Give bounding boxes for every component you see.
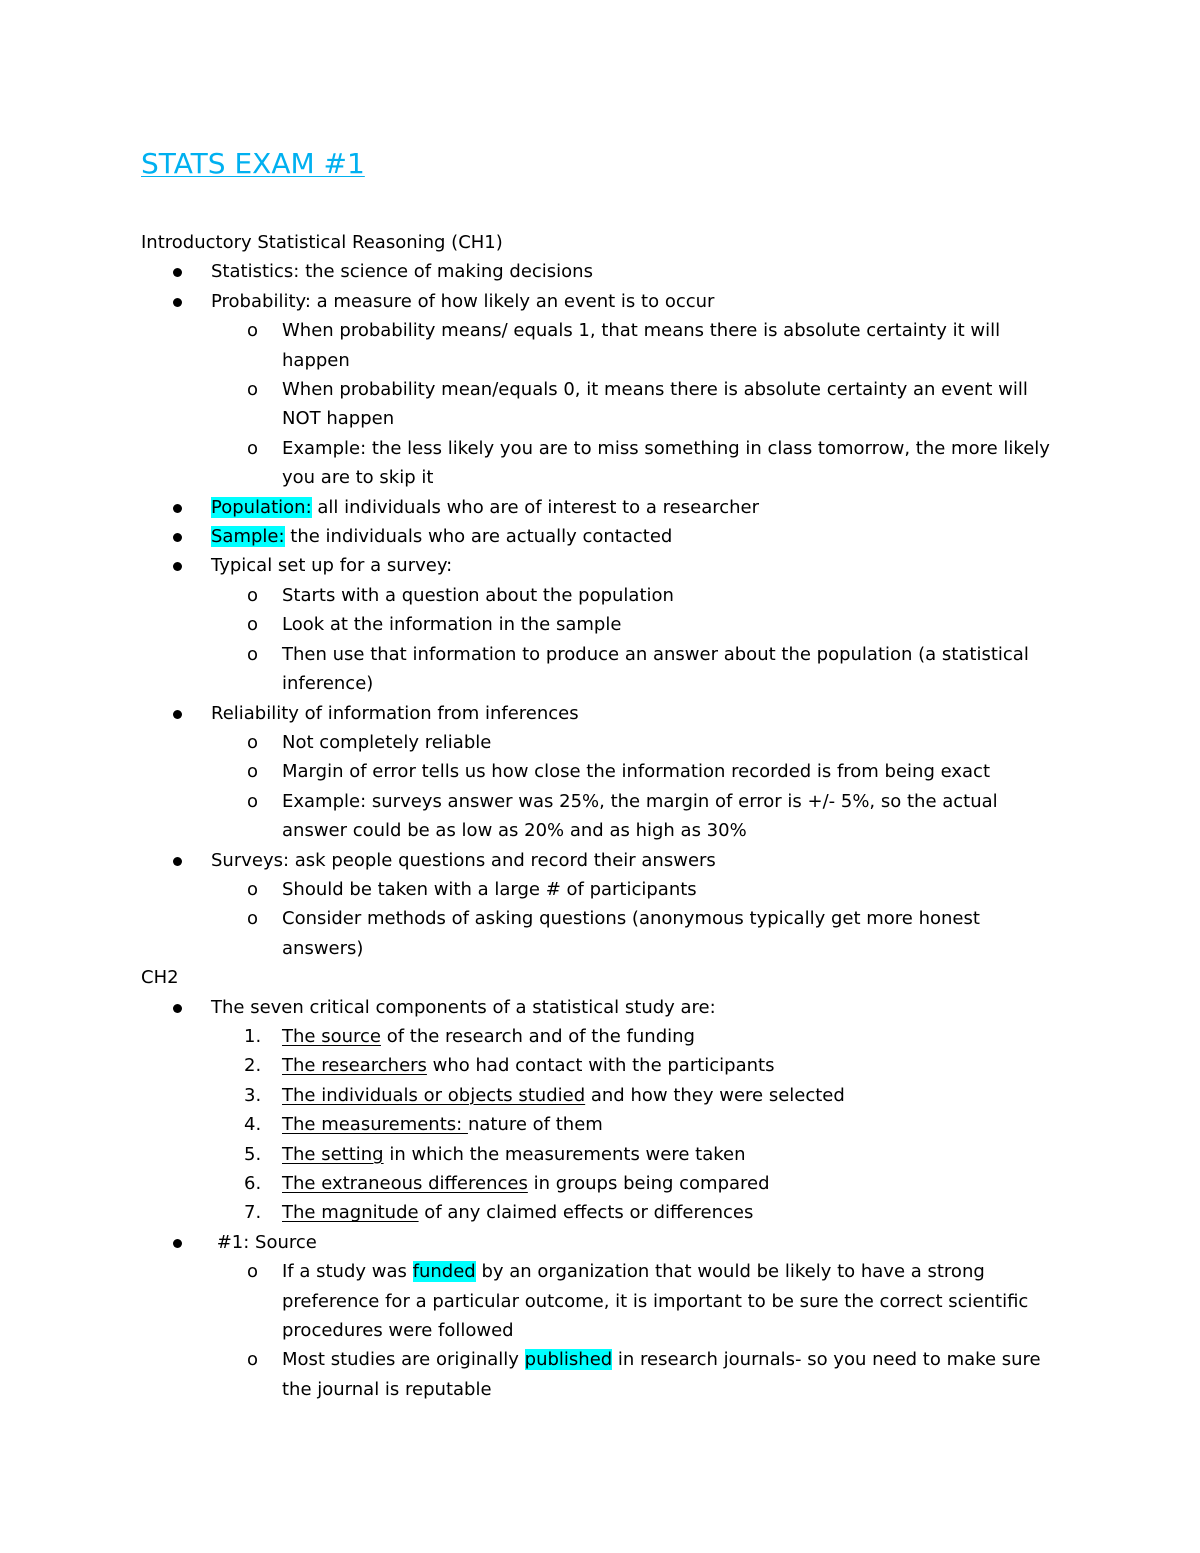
list-item	[141, 551, 1061, 698]
list-item-text: Reliability of information from inferences	[211, 702, 579, 724]
item-number: 7.	[244, 1202, 262, 1224]
section-heading-ch2: CH2	[141, 967, 179, 989]
numbered-list-item	[141, 1198, 1061, 1227]
circle-bullet-icon: o	[247, 1261, 259, 1283]
ch1-bullet-list	[141, 257, 1061, 963]
bullet-icon	[173, 1004, 182, 1013]
circle-bullet-icon: o	[247, 379, 259, 401]
sub-list-item	[141, 757, 1061, 786]
list-item-text: the individuals who are actually contacted	[284, 526, 673, 548]
document-title: STATS EXAM #1	[141, 147, 365, 180]
sub-list-item-text: by an organization that would be likely to have a strong preference for a particular outcome, it is important to be sure the correct scientific procedures were followed	[282, 1261, 1029, 1342]
circle-bullet-icon: o	[247, 614, 259, 636]
sub-list-item-text: When probability means/ equals 1, that means there is absolute certainty it will happen	[282, 320, 1001, 371]
list-item-text: Probability: a measure of how likely an event is to occur	[211, 290, 715, 312]
circle-bullet-icon: o	[247, 437, 259, 459]
numbered-list-item	[141, 1022, 1061, 1051]
sub-list-item	[141, 875, 1061, 904]
sub-list	[211, 1257, 1061, 1404]
highlighted-term: published	[524, 1349, 613, 1371]
sub-list	[211, 316, 1061, 492]
item-text: who had contact with the participants	[426, 1055, 775, 1077]
list-item-text: Typical set up for a survey:	[211, 555, 453, 577]
sub-list-item-text: Not completely reliable	[282, 731, 492, 753]
sub-list-item	[141, 375, 1061, 434]
numbered-list-item	[141, 1110, 1061, 1139]
item-text: of any claimed effects or differences	[418, 1202, 754, 1224]
list-item	[141, 993, 1061, 1228]
sub-list-item	[141, 316, 1061, 375]
circle-bullet-icon: o	[247, 878, 259, 900]
sub-list-item-text: When probability mean/equals 0, it means there is absolute certainty an event will NOT happen	[282, 379, 1028, 430]
list-item	[141, 493, 1061, 522]
underlined-term: The researchers	[282, 1055, 427, 1077]
item-text: and how they were selected	[585, 1084, 845, 1106]
highlighted-term: Sample:	[211, 526, 285, 548]
sub-list-item-text: Look at the information in the sample	[282, 614, 622, 636]
sub-list-item	[141, 640, 1061, 699]
item-text: of the research and of the funding	[380, 1025, 695, 1047]
list-item-text: The seven critical components of a statistical study are:	[211, 996, 716, 1018]
sub-list-item	[141, 434, 1061, 493]
item-number: 4.	[244, 1114, 262, 1136]
circle-bullet-icon: o	[247, 908, 259, 930]
sub-list-item-text: If a study was	[282, 1261, 413, 1283]
sub-list-item-text: Then use that information to produce an answer about the population (a statistical inference)	[282, 643, 1029, 695]
sub-list-item	[141, 1257, 1061, 1345]
list-item	[141, 522, 1061, 551]
circle-bullet-icon: o	[247, 584, 259, 606]
circle-bullet-icon: o	[247, 320, 259, 342]
item-text: in which the measurements were taken	[383, 1143, 746, 1165]
bullet-icon	[173, 533, 182, 542]
item-text: nature of them	[467, 1114, 603, 1136]
numbered-list-item	[141, 1169, 1061, 1198]
sub-list	[211, 875, 1061, 963]
list-item-text: Surveys: ask people questions and record their answers	[211, 849, 716, 871]
bullet-icon	[173, 298, 182, 307]
list-item	[141, 699, 1061, 846]
sub-list-item	[141, 728, 1061, 757]
item-number: 6.	[244, 1173, 262, 1194]
item-text: in groups being compared	[527, 1173, 770, 1194]
sub-list-item	[141, 904, 1061, 963]
circle-bullet-icon: o	[247, 643, 259, 665]
sub-list-item-text: Starts with a question about the population	[282, 584, 674, 606]
item-number: 3.	[244, 1084, 262, 1106]
underlined-term: The magnitude	[282, 1202, 419, 1224]
circle-bullet-icon: o	[247, 761, 259, 783]
sub-list-item-text: Margin of error tells us how close the information recorded is from being exact	[282, 761, 991, 783]
sub-list	[211, 728, 1061, 846]
circle-bullet-icon: o	[247, 790, 259, 812]
sub-list-item-text: Should be taken with a large # of participants	[282, 878, 697, 900]
circle-bullet-icon: o	[247, 731, 259, 753]
list-item	[141, 287, 1061, 493]
ch2-bullet-list	[141, 993, 1061, 1405]
underlined-term: The source	[282, 1025, 381, 1047]
document-body	[141, 228, 1061, 1404]
item-number: 1.	[244, 1025, 262, 1047]
sub-list-item-text: Example: the less likely you are to miss something in class tomorrow, the more likely you are to skip it	[282, 437, 1050, 489]
list-item	[141, 257, 1061, 286]
sub-list-item	[141, 581, 1061, 610]
list-item	[141, 1228, 1061, 1404]
list-item-text: all individuals who are of interest to a researcher	[311, 496, 760, 518]
sub-list-item	[141, 787, 1061, 846]
sub-list-item-text: in research journals- so you need to make sure the journal is reputable	[282, 1349, 1041, 1400]
sub-list	[211, 581, 1061, 699]
bullet-icon	[173, 562, 182, 571]
item-number: 5.	[244, 1143, 262, 1165]
underlined-term: The extraneous differences	[282, 1173, 528, 1194]
sub-list-item-text: Consider methods of asking questions (anonymous typically get more honest answers)	[282, 908, 980, 959]
highlighted-term: Population:	[211, 496, 312, 518]
sub-list-item-text: Most studies are originally	[282, 1349, 525, 1371]
bullet-icon	[173, 710, 182, 719]
list-item-text: #1: Source	[211, 1231, 317, 1253]
numbered-list-item	[141, 1140, 1061, 1169]
numbered-list-item	[141, 1081, 1061, 1110]
underlined-term: The measurements:	[282, 1114, 468, 1136]
components-numbered-list	[211, 1022, 1061, 1228]
bullet-icon	[173, 857, 182, 866]
list-item	[141, 846, 1061, 964]
underlined-term: The setting	[282, 1143, 384, 1165]
numbered-list-item	[141, 1051, 1061, 1080]
sub-list-item	[141, 1345, 1061, 1404]
circle-bullet-icon: o	[247, 1349, 259, 1371]
bullet-icon	[173, 504, 182, 513]
bullet-icon	[173, 268, 182, 277]
sub-list-item	[141, 610, 1061, 639]
underlined-term: The individuals or objects studied	[282, 1084, 586, 1106]
highlighted-term: funded	[412, 1261, 476, 1283]
sub-list-item-text: Example: surveys answer was 25%, the margin of error is +/- 5%, so the actual answer could be as low as 20% and as high as 30%	[282, 790, 998, 842]
item-number: 2.	[244, 1055, 262, 1077]
section-heading-ch1: Introductory Statistical Reasoning (CH1)	[141, 232, 503, 253]
bullet-icon	[173, 1239, 182, 1248]
list-item-text: Statistics: the science of making decisions	[211, 261, 593, 283]
